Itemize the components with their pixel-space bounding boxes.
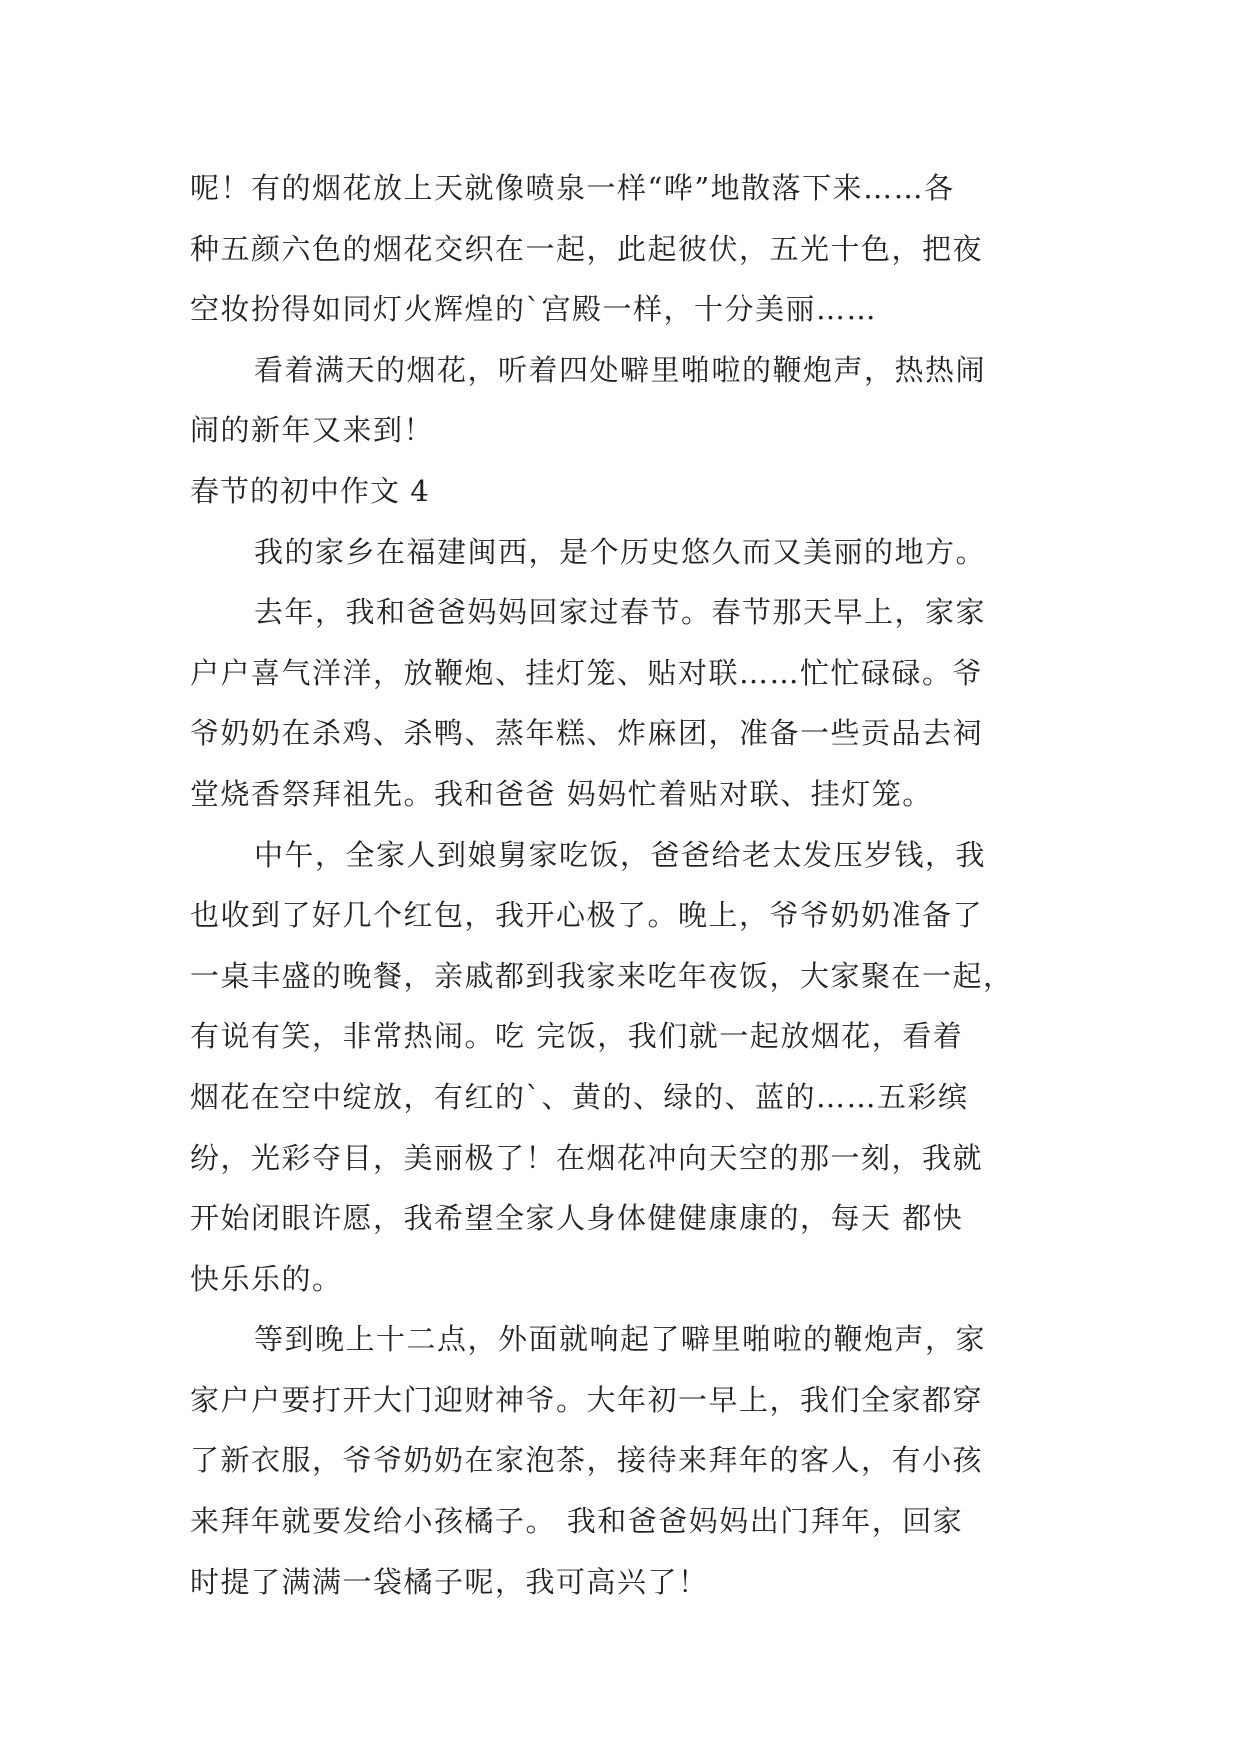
text-line: 爷奶奶在杀鸡、杀鸭、蒸年糕、炸麻团，准备一些贡品去祠 xyxy=(190,716,984,751)
text-line: 快乐乐的。 xyxy=(190,1261,343,1296)
paragraph-start-line: 中午，全家人到娘舅家吃饭，爸爸给老太发压岁钱，我 xyxy=(254,837,987,872)
text-line: 呢！有的烟花放上天就像喷泉一样“哗”地散落下来……各 xyxy=(190,171,955,205)
paragraph-start-line: 去年，我和爸爸妈妈回家过春节。春节那天早上，家家 xyxy=(254,595,987,630)
text-line: 时提了满满一袋橘子呢，我可高兴了！ xyxy=(190,1564,709,1599)
text-line: 也收到了好几个红包，我开心极了。晚上，爷爷奶奶准备了 xyxy=(190,898,984,933)
text-line: 纷，光彩夺目，美丽极了！在烟花冲向天空的那一刻，我就 xyxy=(190,1140,984,1175)
paragraph-start-line: 我的家乡在福建闽西，是个历史悠久而又美丽的地方。 xyxy=(254,534,987,569)
paragraph-start-line: 看着满天的烟花，听着四处噼里啪啦的鞭炮声，热热闹 xyxy=(254,352,987,387)
text-line: 来拜年就要发给小孩橘子。 我和爸爸妈妈出门拜年，回家 xyxy=(190,1504,964,1539)
text-line: 一桌丰盛的晚餐，亲戚都到我家来吃年夜饭，大家聚在一起， xyxy=(190,958,1014,993)
article-body xyxy=(190,158,1070,1612)
text-line: 家户户要打开大门迎财神爷。大年初一早上，我们全家都穿 xyxy=(190,1382,984,1417)
text-line: 堂烧香祭拜祖先。我和爸爸 妈妈忙着贴对联、挂灯笼。 xyxy=(190,776,933,811)
text-line: 闹的新年又来到！ xyxy=(190,413,435,448)
text-line: 了新衣服，爷爷奶奶在家泡茶，接待来拜年的客人，有小孩 xyxy=(190,1443,984,1478)
text-line: 空妆扮得如同灯火辉煌的`宫殿一样，十分美丽…… xyxy=(190,292,878,327)
text-line: 开始闭眼许愿，我希望全家人身体健健康康的，每天 都快 xyxy=(190,1201,964,1236)
section-heading: 春节的初中作文 4 xyxy=(190,473,430,508)
text-line: 户户喜气洋洋，放鞭炮、挂灯笼、贴对联……忙忙碌碌。爷 xyxy=(190,655,984,690)
paragraph-start-line: 等到晚上十二点，外面就响起了噼里啪啦的鞭炮声，家 xyxy=(254,1322,987,1357)
text-line: 烟花在空中绽放，有红的`、黄的、绿的、蓝的……五彩缤 xyxy=(190,1079,969,1114)
text-line: 种五颜六色的烟花交织在一起，此起彼伏，五光十色，把夜 xyxy=(190,231,984,266)
text-line: 有说有笑，非常热闹。吃 完饭，我们就一起放烟花，看着 xyxy=(190,1019,964,1054)
